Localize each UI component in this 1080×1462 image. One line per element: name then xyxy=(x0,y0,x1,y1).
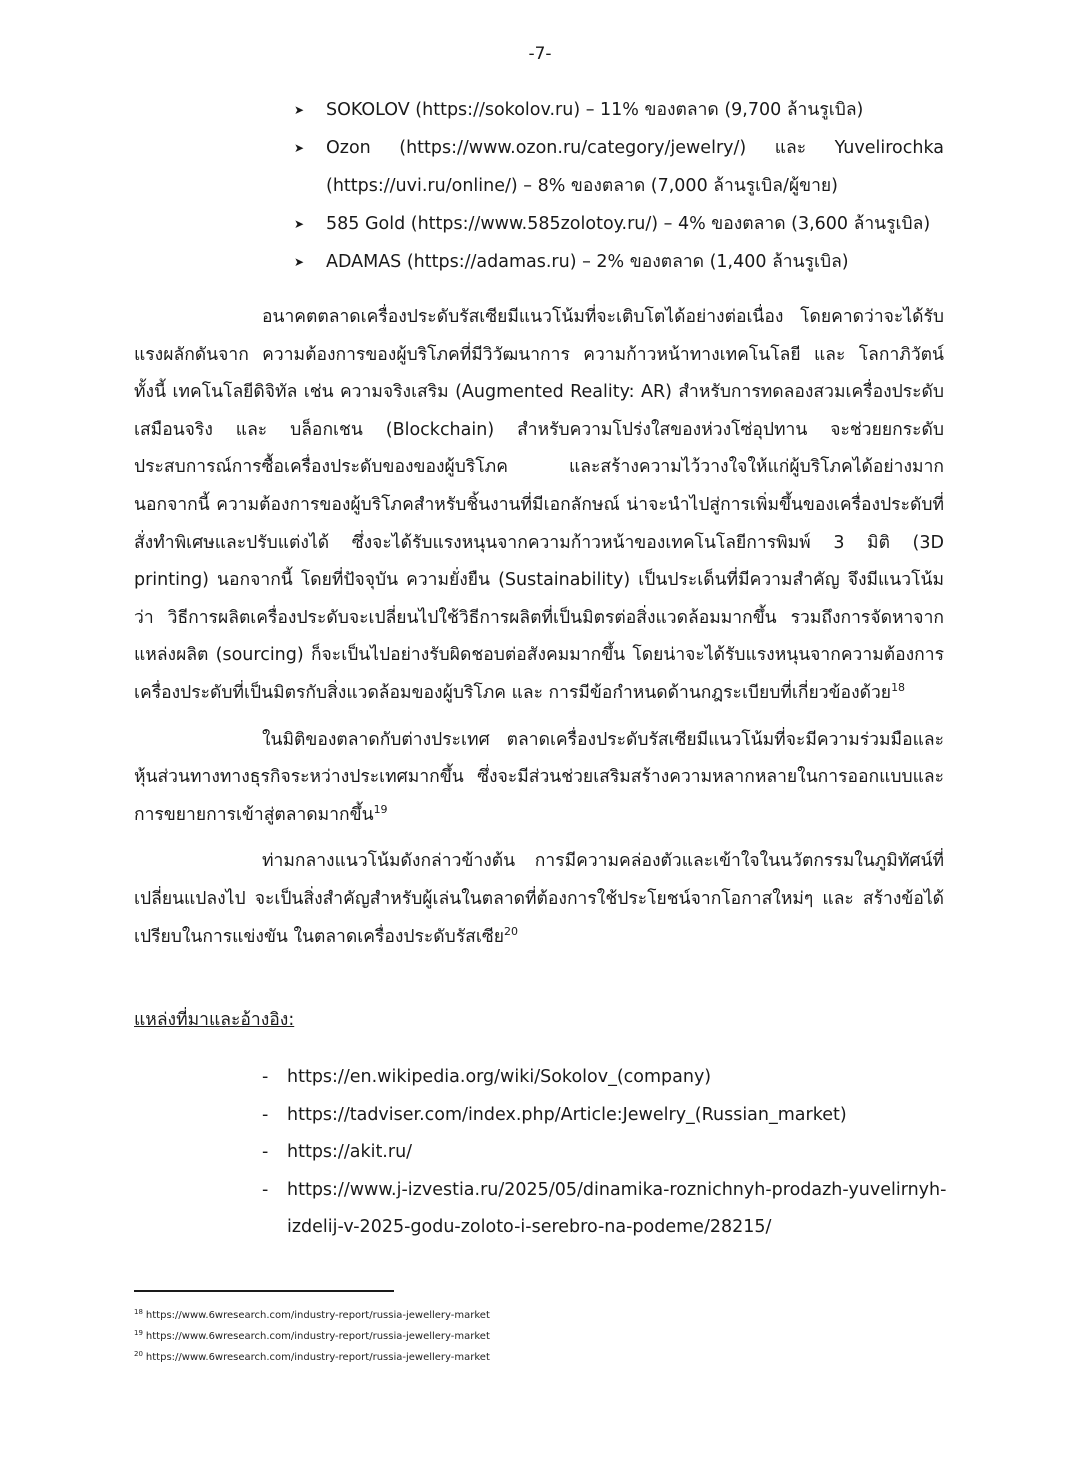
reference-link[interactable]: https://tadviser.com/index.php/Article:Jewelry_(Russian_market) xyxy=(287,1104,847,1125)
dash-bullet-icon: - xyxy=(262,1104,269,1125)
footnote-text: https://www.6wresearch.com/industry-report/russia-jewellery-market xyxy=(145,1310,490,1321)
footnote-ref: 20 xyxy=(503,924,518,938)
dash-bullet-icon: - xyxy=(262,1067,269,1087)
bullet-item-ozon xyxy=(0,132,1080,170)
footnote-number: 18 xyxy=(134,1307,143,1316)
reference-link[interactable]: izdelij-v-2025-godu-zoloto-i-serebro-na-podeme/28215/ xyxy=(287,1217,772,1237)
reference-item xyxy=(0,1061,1080,1099)
reference-item xyxy=(0,1136,1080,1174)
reference-link[interactable]: https://akit.ru/ xyxy=(287,1142,413,1162)
dash-bullet-icon: - xyxy=(262,1179,269,1200)
sources-heading: แหล่งที่มาและอ้างอิง: xyxy=(134,1010,295,1030)
footnote-number: 20 xyxy=(134,1349,143,1358)
bullet-item-585-gold xyxy=(0,208,1080,246)
arrowhead-bullet-icon: ➤ xyxy=(294,103,305,117)
footnote-item xyxy=(134,1347,490,1368)
footnote-text: https://www.6wresearch.com/industry-report/russia-jewellery-market xyxy=(145,1331,490,1342)
page-number: -7- xyxy=(528,44,552,64)
footnote-item xyxy=(134,1326,490,1347)
paragraph-market-outlook: อนาคตตลาดเครื่องประดับรัสเซียมีแนวโน้มที่จะเติบโตได้อย่างต่อเนื่อง โดยคาดว่าจะได้รับแรงผลักดันจาก ความต้องการของผู้บริโภคที่มีวิวัฒนาการ ความก้าวหน้าทางเทคโนโลยี และ โลกาภิวัตน์ ทั้งนี้ เทคโนโลยีดิจิทัล เช่น ความจริงเสริม (Augmented Reality: AR) สำหรับการทดลองสวมเครื่องประดับเสมือนจริง และ บล็อกเชน (Blockchain) สำหรับความโปร่งใสของห่วงโซ่อุปทาน จะช่วยยกระดับประสบการณ์การซื้อเครื่องประดับของของผู้บริโภค และสร้างความไว้วางใจให้แก่ผู้บริโภคได้อย่างมาก นอกจากนี้ ความต้องการของผู้บริโภคสำหรับชิ้นงานที่มีเอกลักษณ์ น่าจะนำไปสู่การเพิ่มขึ้นของเครื่องประดับที่สั่งทำพิเศษและปรับแต่งได้ ซึ่งจะได้รับแรงหนุนจากความก้าวหน้าของเทคโนโลยีการพิมพ์ 3 มิติ (3D printing) นอกจากนี้ โดยที่ปัจจุบัน ความยั่งยืน (Sustainability) เป็นประเด็นที่มีความสำคัญ จึงมีแนวโน้มว่า วิธีการผลิตเครื่องประดับจะเปลี่ยนไปใช้วิธีการผลิตที่เป็นมิตรต่อสิ่งแวดล้อมมากขึ้น รวมถึงการจัดหาจากแหล่งผลิต (sourcing) ก็จะเป็นไปอย่างรับผิดชอบต่อสังคมมากขึ้น โดยน่าจะได้รับแรงหนุนจากความต้องการเครื่องประดับที่เป็นมิตรกับสิ่งแวดล้อมของผู้บริโภค และ การมีข้อกำหนดด้านกฎระเบียบที่เกี่ยวข้องด้วย$^{18}$ xyxy=(134,307,944,703)
reference-list xyxy=(0,1061,1080,1249)
bullet-item-sokolov xyxy=(0,94,1080,132)
bullet-text: SOKOLOV (https://sokolov.ru) – 11% ของตลาด (9,700 ล้านรูเบิล) xyxy=(326,100,864,120)
arrowhead-bullet-icon: ➤ xyxy=(294,217,305,231)
footnote-number: 19 xyxy=(134,1328,143,1337)
market-share-list xyxy=(0,94,1080,284)
reference-item xyxy=(0,1174,1080,1212)
paragraph-conclusion: ท่ามกลางแนวโน้มดังกล่าวข้างต้น การมีความคล่องตัวและเข้าใจในนวัตกรรมในภูมิทัศน์ที่เปลี่ยนแปลงไป จะเป็นสิ่งสำคัญสำหรับผู้เล่นในตลาดที่ต้องการใช้ประโยชน์จากโอกาสใหม่ๆ และ สร้างข้อได้เปรียบในการแข่งขัน ในตลาดเครื่องประดับรัสเซีย$^{20}$ xyxy=(134,851,944,947)
bullet-text: 585 Gold (https://www.585zolotoy.ru/) – 4% ของตลาด (3,600 ล้านรูเบิล) xyxy=(326,214,931,234)
footnote-separator xyxy=(134,1290,394,1292)
footnote-ref: 18 xyxy=(891,681,906,695)
dash-bullet-icon: - xyxy=(262,1142,269,1162)
paragraph-international: ในมิติของตลาดกับต่างประเทศ ตลาดเครื่องประดับรัสเซียมีแนวโน้มที่จะมีความร่วมมือและหุ้นส่วนทางทางธุรกิจระหว่างประเทศมากขึ้น ซึ่งจะมีส่วนช่วยเสริมสร้างความหลากหลายในการออกแบบและการขยายการเข้าสู่ตลาดมากขึ้น$^{19}$ xyxy=(134,729,944,825)
footnotes xyxy=(134,1305,490,1368)
footnote-ref: 19 xyxy=(373,802,388,816)
bullet-text: ADAMAS (https://adamas.ru) – 2% ของตลาด (1,400 ล้านรูเบิล) xyxy=(326,252,849,272)
reference-link[interactable]: https://en.wikipedia.org/wiki/Sokolov_(company) xyxy=(287,1067,712,1087)
footnote-item xyxy=(134,1305,490,1326)
body-text xyxy=(134,299,944,965)
arrowhead-bullet-icon: ➤ xyxy=(294,255,305,269)
bullet-text: (https://uvi.ru/online/) – 8% ของตลาด (7,000 ล้านรูเบิล/ผู้ขาย) xyxy=(326,176,839,196)
arrowhead-bullet-icon: ➤ xyxy=(294,141,305,155)
reference-link[interactable]: https://www.j-izvestia.ru/2025/05/dinamika-roznichnyh-prodazh-yuvelirnyh- xyxy=(287,1179,947,1200)
bullet-item-adamas xyxy=(0,246,1080,284)
bullet-text: Ozon (https://www.ozon.ru/category/jewelry/) และ Yuvelirochka xyxy=(326,138,944,158)
reference-item xyxy=(0,1099,1080,1137)
bullet-item-ozon-continuation xyxy=(0,170,1080,208)
footnote-text: https://www.6wresearch.com/industry-report/russia-jewellery-market xyxy=(145,1352,490,1363)
reference-item-continuation xyxy=(0,1211,1080,1249)
